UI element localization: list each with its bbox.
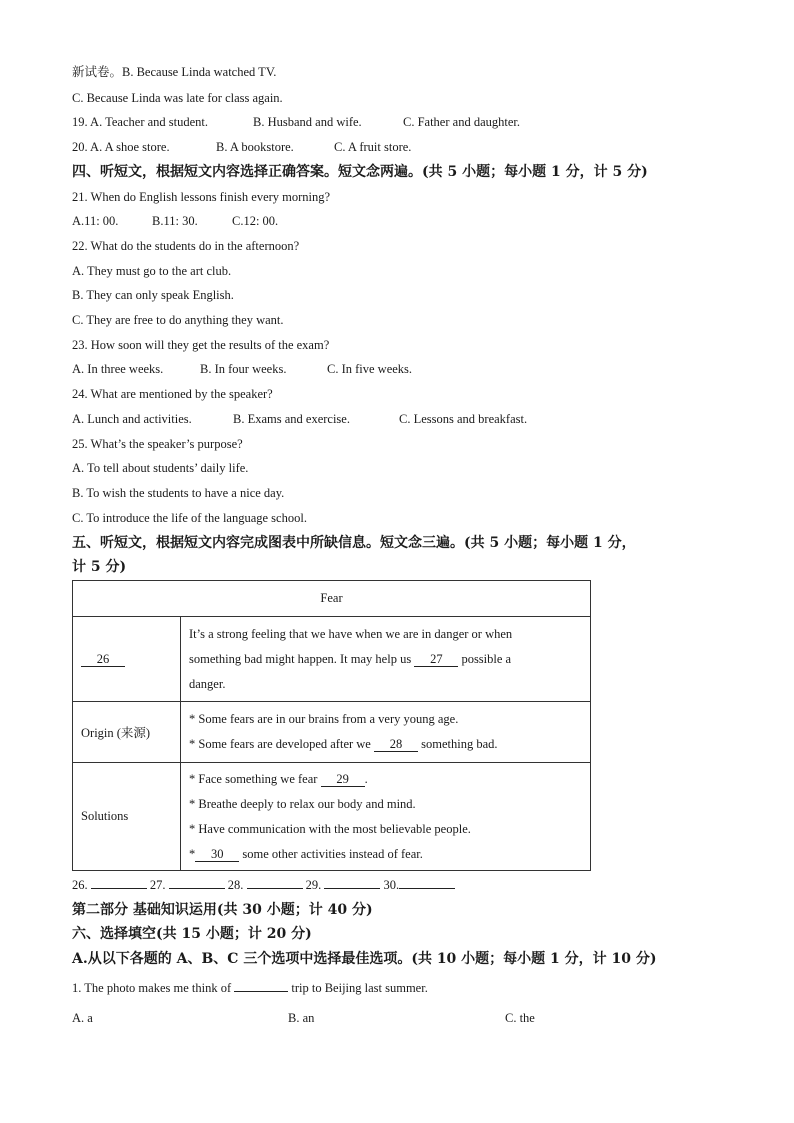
row-solutions-label: Solutions xyxy=(73,763,181,871)
question-23: 23. How soon will they get the results of the exam? xyxy=(72,338,330,352)
question-25: 25. What’s the speaker’s purpose? xyxy=(72,437,243,451)
section-4-heading: 四、听短文，根据短文内容选择正确答案。短文念两遍。(共 5 小题；每小题 1 分，计 5 分) xyxy=(72,164,648,180)
row-origin-label: Origin (来源) xyxy=(73,702,181,763)
q22-option-b: B. They can only speak English. xyxy=(72,288,234,302)
origin-line-2 xyxy=(189,732,582,757)
q1-option-c: C. the xyxy=(505,1011,535,1025)
q19-option-b: B. Husband and wife. xyxy=(253,115,362,129)
solutions-star: * xyxy=(189,846,196,861)
q22-option-c: C. They are free to do anything they want. xyxy=(72,313,284,327)
answer-blank-29[interactable] xyxy=(324,876,380,889)
q20-option-c: C. A fruit store. xyxy=(334,140,412,154)
q1-option-a: A. a xyxy=(72,1011,93,1025)
definition-text: something bad might happen. It may help us xyxy=(189,651,412,666)
q21-option-a: A.11: 00. xyxy=(72,214,119,228)
q1-options xyxy=(72,1010,535,1026)
question-22: 22. What do the students do in the afternoon? xyxy=(72,239,300,253)
q23-option-a: A. In three weeks. xyxy=(72,362,164,376)
blank-26[interactable]: 26 xyxy=(81,652,125,667)
blank-28[interactable]: 28 xyxy=(374,737,418,752)
section-6-heading: 六、选择填空(共 15 小题；计 20 分) xyxy=(72,926,312,942)
answer-label-30: 30. xyxy=(383,878,400,892)
solutions-line-2: * Breathe deeply to relax our body and mind. xyxy=(189,796,416,811)
line-question18-option-c: C. Because Linda was late for class again. xyxy=(72,91,283,105)
q23-option-b: B. In four weeks. xyxy=(200,362,287,376)
question-1 xyxy=(72,979,428,996)
question-19 xyxy=(72,114,520,130)
q1-blank[interactable] xyxy=(234,979,288,992)
row-definition-label xyxy=(73,617,181,702)
q20-option-b: B. A bookstore. xyxy=(216,140,294,154)
solutions-line-3: * Have communication with the most believable people. xyxy=(189,821,471,836)
row-solutions-content xyxy=(181,763,591,871)
line-question18-option-b: 新试卷。B. Because Linda watched TV. xyxy=(72,65,277,79)
definition-line-1: It’s a strong feeling that we have when we are in danger or when xyxy=(189,626,513,641)
answer-blank-28[interactable] xyxy=(247,876,303,889)
answer-blank-30[interactable] xyxy=(399,876,455,889)
q24-option-a: A. Lunch and activities. xyxy=(72,412,192,426)
section-a-heading: A.从以下各题的 A、B、C 三个选项中选择最佳选项。(共 10 小题；每小题 1 分，计 10 分) xyxy=(72,951,657,967)
q19-option-a: 19. A. Teacher and student. xyxy=(72,115,209,129)
q25-option-c: C. To introduce the life of the language school. xyxy=(72,511,307,525)
definition-text-tail: possible a xyxy=(461,651,512,666)
q21-option-c: C.12: 00. xyxy=(232,214,279,228)
q24-option-c: C. Lessons and breakfast. xyxy=(399,412,528,426)
q1-text: 1. The photo makes me think of xyxy=(72,981,232,995)
blank-27[interactable]: 27 xyxy=(414,652,458,667)
answer-blank-27[interactable] xyxy=(169,876,225,889)
q21-options xyxy=(72,213,278,229)
definition-line-2 xyxy=(189,647,582,672)
answer-blank-26[interactable] xyxy=(91,876,147,889)
q1-option-b: B. an xyxy=(288,1011,315,1025)
origin-line-1: * Some fears are in our brains from a very young age. xyxy=(189,712,459,726)
section-5-heading-line2: 计 5 分) xyxy=(72,559,127,575)
question-21: 21. When do English lessons finish every morning? xyxy=(72,190,331,204)
q19-option-c: C. Father and daughter. xyxy=(403,115,520,129)
definition-line-3: danger. xyxy=(189,676,226,691)
q23-options xyxy=(72,361,412,377)
answer-line xyxy=(72,876,455,893)
answer-label-26: 26. xyxy=(72,878,88,892)
section-5-heading-line1: 五、听短文，根据短文内容完成图表中所缺信息。短文念三遍。(共 5 小题；每小题 1 分， xyxy=(72,535,636,551)
answer-label-27: 27. xyxy=(149,878,166,892)
blank-30[interactable]: 30 xyxy=(195,847,239,862)
question-20 xyxy=(72,139,411,155)
blank-29[interactable]: 29 xyxy=(321,772,365,787)
q23-option-c: C. In five weeks. xyxy=(327,362,413,376)
answer-label-28: 28. xyxy=(227,878,244,892)
q24-option-b: B. Exams and exercise. xyxy=(233,412,350,426)
row-origin-content xyxy=(181,702,591,763)
q1-text-tail: trip to Beijing last summer. xyxy=(291,981,428,995)
table-title: Fear xyxy=(73,581,591,617)
solutions-text: * Face something we fear xyxy=(189,771,318,786)
answer-label-29: 29. xyxy=(305,878,322,892)
q22-option-a: A. They must go to the art club. xyxy=(72,264,232,278)
fear-table xyxy=(72,580,591,871)
q20-option-a: 20. A. A shoe store. xyxy=(72,140,170,154)
question-24: 24. What are mentioned by the speaker? xyxy=(72,387,273,401)
origin-text: * Some fears are developed after we xyxy=(189,737,371,751)
q25-option-a: A. To tell about students’ daily life. xyxy=(72,461,249,475)
part-2-heading: 第二部分 基础知识运用(共 30 小题；计 40 分) xyxy=(72,902,373,918)
solutions-line-4 xyxy=(189,842,582,867)
q24-options xyxy=(72,411,527,427)
q25-option-b: B. To wish the students to have a nice day. xyxy=(72,486,285,500)
row-definition-content xyxy=(181,617,591,702)
origin-text-tail: something bad. xyxy=(421,737,498,751)
q21-option-b: B.11: 30. xyxy=(152,214,198,228)
solutions-line-1: * Face something we fear 29 . xyxy=(189,771,368,786)
solutions-text-tail: some other activities instead of fear. xyxy=(242,846,423,861)
